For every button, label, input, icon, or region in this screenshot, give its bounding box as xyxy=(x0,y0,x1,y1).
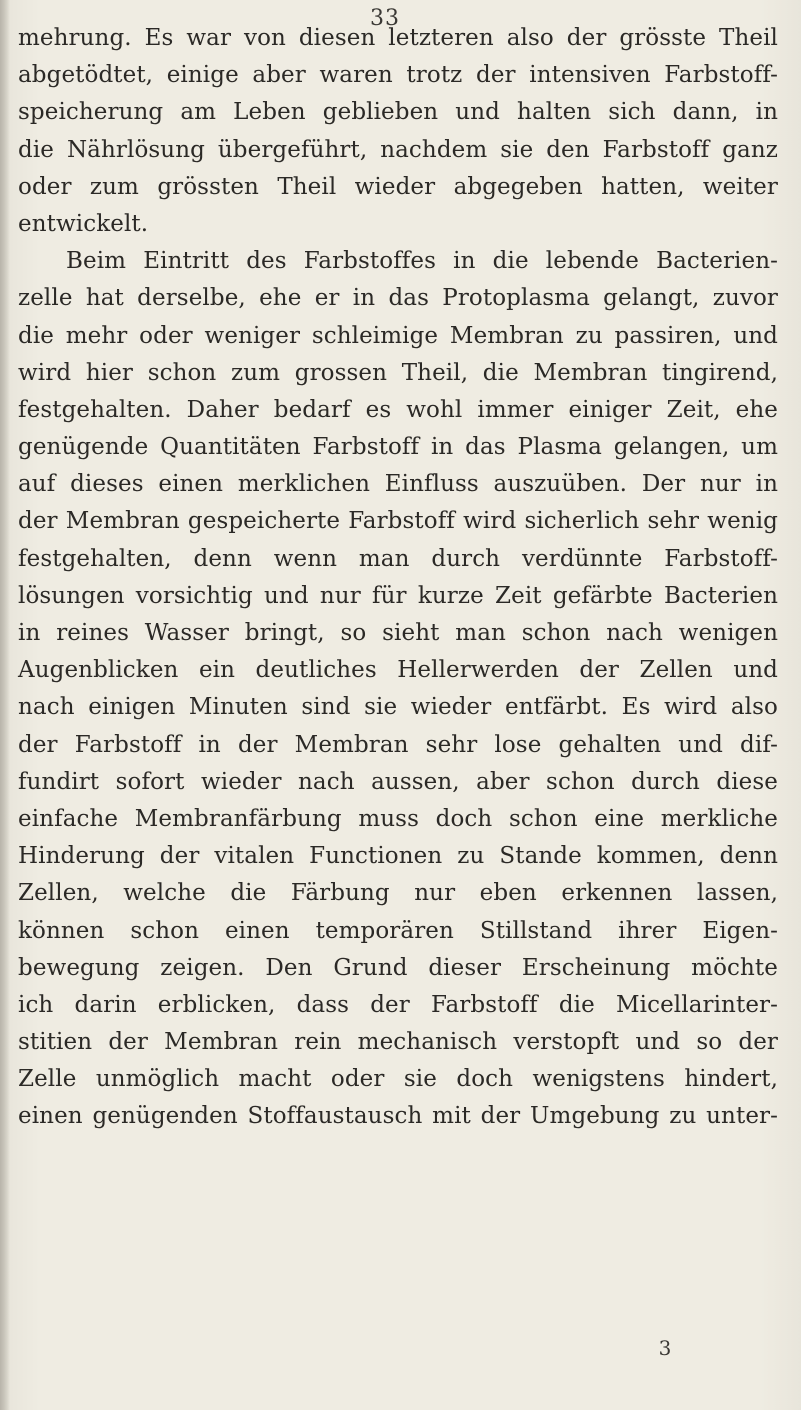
text-line: entwickelt. xyxy=(18,210,149,237)
text-line: die mehr oder weniger schleimige Membran zu passiren, und xyxy=(18,322,778,349)
text-line: Zelle unmöglich macht oder sie doch wenigstens hindert, xyxy=(18,1066,778,1093)
text-line: wird hier schon zum grossen Theil, die Membran tingirend, xyxy=(18,359,778,386)
text-line: zelle hat derselbe, ehe er in das Protoplasma gelangt, zuvor xyxy=(18,285,778,312)
text-line: Beim Eintritt des Farbstoffes in die lebende Bacterien- xyxy=(66,248,778,275)
text-line: abgetödtet, einige aber waren trotz der intensiven Farbstoff- xyxy=(18,62,778,89)
gutter-shadow xyxy=(0,0,10,1410)
text-line: genügende Quantitäten Farbstoff in das Plasma gelangen, um xyxy=(18,434,778,461)
text-line: oder zum grössten Theil wieder abgegeben hatten, weiter xyxy=(18,173,778,200)
text-line: mehrung. Es war von diesen letzteren also der grösste Theil xyxy=(18,25,778,51)
text-line: fundirt sofort wieder nach aussen, aber schon durch diese xyxy=(18,768,778,795)
text-line: Augenblicken ein deutliches Hellerwerden der Zellen und xyxy=(18,657,778,684)
text-line: der Farbstoff in der Membran sehr lose gehalten und dif- xyxy=(18,731,778,758)
text-line: festgehalten. Daher bedarf es wohl immer einiger Zeit, ehe xyxy=(18,396,778,423)
text-line: nach einigen Minuten sind sie wieder entfärbt. Es wird also xyxy=(18,694,778,721)
text-line: festgehalten, denn wenn man durch verdünnte Farbstoff- xyxy=(18,545,778,572)
text-line: in reines Wasser bringt, so sieht man schon nach wenigen xyxy=(18,620,778,646)
text-line: der Membran gespeicherte Farbstoff wird sicherlich sehr wenig xyxy=(18,508,778,535)
text-line: stitien der Membran rein mechanisch verstopft und so der xyxy=(18,1029,778,1056)
text-line: Hinderung der vitalen Functionen zu Stande kommen, denn xyxy=(18,843,778,870)
signature-mark: 3 xyxy=(658,1336,672,1360)
text-line: ich darin erblicken, dass der Farbstoff die Micellarinter- xyxy=(18,991,778,1018)
text-line: können schon einen temporären Stillstand ihrer Eigen- xyxy=(18,917,778,944)
text-line: speicherung am Leben geblieben und halten sich dann, in xyxy=(18,99,778,126)
text-line: einfache Membranfärbung muss doch schon eine merkliche xyxy=(18,805,778,832)
text-line: die Nährlösung übergeführt, nachdem sie den Farbstoff ganz xyxy=(18,136,778,163)
text-line: Zellen, welche die Färbung nur eben erkennen lassen, xyxy=(18,880,778,907)
page-number: 33 xyxy=(370,6,400,31)
body-text xyxy=(18,20,778,1136)
text-line: auf dieses einen merklichen Einfluss auszuüben. Der nur in xyxy=(18,471,778,498)
text-line: lösungen vorsichtig und nur für kurze Zeit gefärbte Bacterien xyxy=(18,582,778,609)
text-line: bewegung zeigen. Den Grund dieser Erscheinung möchte xyxy=(18,954,778,981)
text-line: einen genügenden Stoffaustausch mit der Umgebung zu unter- xyxy=(18,1103,778,1130)
